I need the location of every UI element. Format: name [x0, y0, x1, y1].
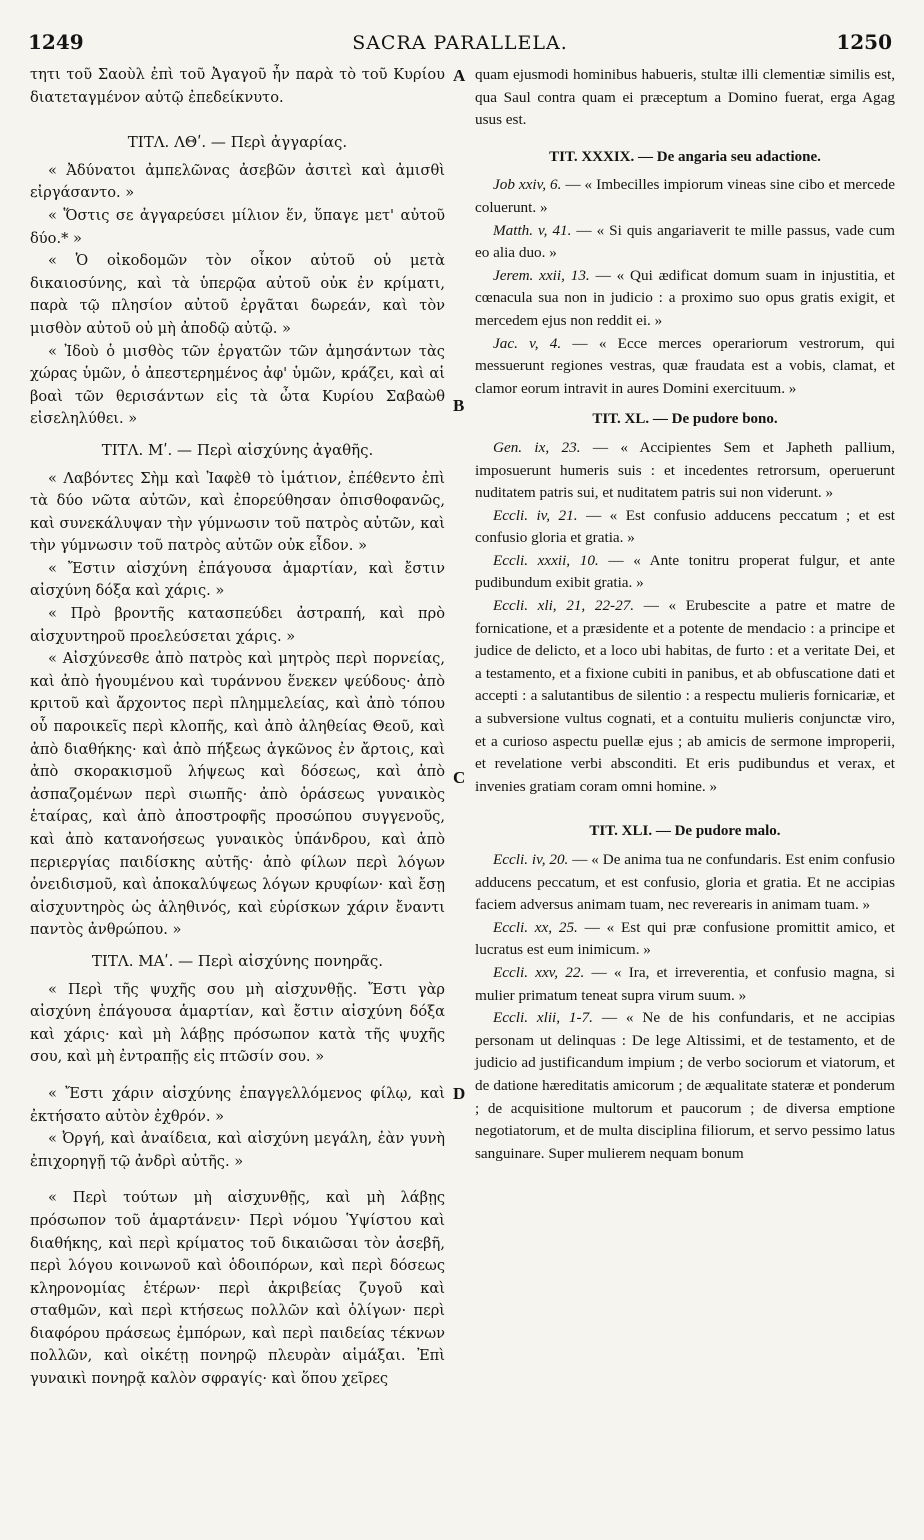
greek-paragraph: « Ἰδοὺ ὁ μισθὸς τῶν ἐργατῶν τῶν ἀμησάντων τὰς χώρας ὑμῶν, ὁ ἀπεστερημένος ἀφ' ὑμῶν, κράζει, καὶ αἱ βοαὶ τῶν θερισάντων εἰς τὰ ὦτα Κυρίου Σαβαὼθ εἰσεληλύθει. »	[30, 342, 445, 428]
scripture-reference: Matth. v, 41.	[493, 221, 572, 239]
latin-column	[475, 64, 895, 1165]
scripture-reference: Eccli. iv, 20.	[493, 851, 569, 868]
greek-paragraph: « Περὶ τῆς ψυχῆς σου μὴ αἰσχυνθῇς. Ἔστι γὰρ αἰσχύνη ἐπάγουσα ἁμαρτίαν, καὶ ἔστιν αἰσχύνη δόξα καὶ χάρις· καὶ μὴ λάβῃς πρόσωπον κατὰ τῆς ψυχῆς σου, καὶ μὴ ἐντραπῇς εἰς πτῶσίν σου. »	[30, 980, 445, 1066]
scripture-reference: Job xxiv, 6.	[493, 176, 562, 194]
greek-paragraph: « Ἔστιν αἰσχύνη ἐπάγουσα ἁμαρτίαν, καὶ ἔστιν αἰσχύνη δόξα καὶ χάρις. »	[30, 559, 445, 600]
greek-paragraph: τητι τοῦ Σαοὺλ ἐπὶ τοῦ Ἀγαγοῦ ἦν παρὰ τὸ τοῦ Κυρίου διατεταγμένον αὐτῷ ἐπεδείκνυτο.	[30, 66, 445, 106]
margin-letter-c: C	[453, 768, 466, 787]
latin-text: — « Si quis angariaverit te mille passus, vade cum eo alia duo. »	[475, 221, 895, 262]
latin-text: — « Est qui præ confusione promittit amico, et lucratus est eum inimicum. »	[475, 918, 895, 959]
greek-paragraph: « Περὶ τούτων μὴ αἰσχυνθῇς, καὶ μὴ λάβῃς πρόσωπον τοῦ ἁμαρτάνειν· Περὶ νόμου Ὑψίστου καὶ διαθήκης, καὶ περὶ κρίματος τοῦ δικαιῶσαι τὸν ἀσεβῆ, περὶ λόγου κοινωνοῦ καὶ ὁδοιπόρων, καὶ περὶ δόσεως κληρονομίας ἑτέρων· περὶ ἀκριβείας ζυγοῦ καὶ σταθμῶν, καὶ περὶ κτήσεως πολλῶν καὶ ὀλίγων· περὶ διαφόρου πράσεως ἐμπόρων, καὶ περὶ παιδείας τέκνων πολλῶν, καὶ οἰκέτῃ πονηρῷ πλευρὰν αἱμάξαι. Ἐπὶ γυναικὶ πονηρᾷ καλὸν σφραγίς· καὶ ὅπου χεῖρες	[30, 1189, 445, 1388]
page-number-right: 1250	[836, 30, 892, 54]
scripture-reference: Eccli. xxxii, 10.	[493, 551, 599, 569]
scripture-reference: Eccli. xx, 25.	[493, 918, 578, 936]
scripture-reference: Eccli. iv, 21.	[493, 506, 578, 524]
latin-text: — « Ira, et irreverentia, et confusio magna, si mulier primatum teneat supra virum suum. »	[475, 963, 896, 1004]
greek-paragraph: « Ὅστις σε ἀγγαρεύσει μίλιον ἕν, ὕπαγε μετ' αὐτοῦ δύο.* »	[30, 206, 445, 247]
latin-text: — « Ecce merces operariorum vestrorum, qui messuerunt regiones vestras, quæ fraudata est a vobis, clamat, et clamor eorum intravit in aures Domini exercituum. »	[475, 334, 895, 397]
latin-text: — « Imbecilles impiorum vineas sine cibo et mercede coluerunt. »	[475, 176, 895, 216]
margin-letter-a: A	[453, 66, 466, 85]
latin-text: — « Ante tonitru properat fulgur, et ante pudibundum exibit gratia. »	[475, 551, 896, 592]
greek-paragraph: « Ὁ οἰκοδομῶν τὸν οἶκον αὐτοῦ οὐ μετὰ δικαιοσύνης, καὶ τὰ ὑπερῷα αὐτοῦ οὐκ ἐν κρίματι, παρὰ τῷ πλησίον αὐτοῦ ἐργᾶται δωρεάν, καὶ τὸν μισθὸν αὐτοῦ οὐ μὴ ἀποδῷ αὐτῷ. »	[30, 252, 445, 337]
margin-letter-b: B	[453, 396, 465, 415]
scripture-reference: Eccli. xxv, 22.	[493, 963, 585, 981]
greek-paragraph: « Πρὸ βροντῆς κατασπεύδει ἀστραπή, καὶ πρὸ αἰσχυντηροῦ προελεύσεται χάρις. »	[30, 605, 445, 645]
latin-section-title: TIT. XLI. — De pudore malo.	[589, 823, 781, 840]
scripture-reference: Gen. ix, 23.	[493, 438, 581, 456]
greek-column	[30, 64, 445, 1391]
latin-text: — « De anima tua ne confundaris. Est enim confusio adducens peccatum, et est confusio, gloria et gratia. Et ne accipias faciem adversus animam tuam, nec reverearis in animam tuam. »	[475, 851, 896, 914]
latin-text: — « Erubescite a patre et matre de fornicatione, et a præsidente et a potente de mendacio : a principe et judice de delicto, et a loco ubi habitas, de furto : et a veritate Dei, et a testamento, et a fixione cubiti in panibus, et ab obfuscatione dati et accepti : a salutantibus de silentio : a respectu mulieris fornicariæ, et a subversione vultus cognati, et a contuitu mulieris conjunctæ viro, et a curioso aspectu puellæ ejus ; ab amicis de sermone improperii, et revelatione verbi absconditi. Et eris pudibundus et verax, et invenies gratiam coram omni homine. »	[475, 597, 896, 795]
greek-paragraph: « Αἰσχύνεσθε ἀπὸ πατρὸς καὶ μητρὸς περὶ πορνείας, καὶ ἀπὸ ἡγουμένου καὶ τυράννου ἕνεκεν ψεύδους· ἀπὸ κριτοῦ καὶ ἄρχοντος περὶ πλημμελείας, καὶ ἀπὸ τόπου οὗ παροικεῖς περὶ κλοπῆς, καὶ ἀπὸ ἀληθείας Θεοῦ, καὶ ἀπὸ διαθήκης· καὶ ἀπὸ πήξεως ἀγκῶνος ἐν ἄρτοις, καὶ ἀπὸ σκορακισμοῦ λήψεως καὶ δόσεως, καὶ ἀπὸ ἀσπαζομένων περὶ σιωπῆς· ἀπὸ ὁράσεως γυναικὸς ἑταίρας, καὶ ἀπὸ ἀποστροφῆς προσώπου συγγενοῦς, καὶ ἀπὸ κατανοήσεως γυναικὸς ὑπάνδρου, καὶ ἀπὸ περιεργίας παιδίσκης αὐτῆς· ἀπὸ φίλων περὶ λόγων ὀνειδισμοῦ, καὶ ἀποκαλύψεως λόγων κρυφίων· καὶ ἔσῃ αἰσχυντηρὸς ὡς ἀληθινός, καὶ εὑρίσκων χάριν ἔναντι παντὸς ἀνθρώπου. »	[30, 650, 445, 939]
greek-section-title: ΤΙΤΛ. ΜΑʹ. — Περὶ αἰσχύνης πονηρᾶς.	[91, 951, 384, 970]
margin-letter-d: D	[453, 1084, 466, 1103]
running-title: SACRA PARALLELA.	[352, 32, 568, 54]
latin-section-title: TIT. XL. — De pudore bono.	[592, 411, 778, 428]
page-number-left: 1249	[28, 30, 84, 54]
greek-section-title: ΤΙΤΛ. ΛΘʹ. — Περὶ ἀγγαρίας.	[127, 133, 348, 152]
latin-section-title: TIT. XXXIX. — De angaria seu adactione.	[549, 148, 821, 165]
greek-paragraph: « Λαβόντες Σὴμ καὶ Ἰαφὲθ τὸ ἱμάτιον, ἐπέθεντο ἐπὶ τὰ δύο νῶτα αὐτῶν, καὶ ἐπορεύθησαν ὀπισθοφανῶς, καὶ συνεκάλυψαν τὴν γύμνωσιν τοῦ πατρὸς αὐτῶν, καὶ τὴν γύμνωσιν τοῦ πατρὸς αὐτῶν οὐκ εἶδον. »	[30, 469, 445, 555]
scripture-reference: Eccli. xli, 21, 22-27.	[493, 597, 635, 615]
greek-section-title: ΤΙΤΛ. Μʹ. — Περὶ αἰσχύνης ἀγαθῆς.	[101, 440, 374, 459]
scripture-reference: Jerem. xxii, 13.	[493, 266, 590, 284]
scripture-reference: Eccli. xlii, 1-7.	[493, 1009, 593, 1027]
latin-text: — « Ne de his confundaris, et ne accipias personam ut delinquas : De lege Altissimi, et de testamento, et de judicio ad justificandum impium ; de verbo sociorum et viatorum, et de datione hæreditatis amicorum ; de æqualitate stateræ et ponderum ; de acquisitione multorum et paucorum ; de diversa emptione negotiatorum, et de multa disciplina filiorum, et servo pessimo latus sanguinare. Super mulierem nequam bonum	[475, 1009, 896, 1162]
greek-paragraph: « Ἔστι χάριν αἰσχύνης ἐπαγγελλόμενος φίλῳ, καὶ ἐκτήσατο αὐτὸν ἐχθρόν. »	[30, 1084, 445, 1125]
scripture-reference: Jac. v, 4.	[493, 334, 562, 352]
latin-text: — « Qui ædificat domum suam in injustitia, et cœnacula sua non in judicio : a proximo suo opus gratis exigit, et mercedem ejus non reddit ei. »	[475, 266, 895, 329]
latin-paragraph: quam ejusmodi hominibus habueris, stultæ illi clementiæ similis est, qua Saul contra quam ei præceptum a Domino fuerat, erga Agag usus est.	[475, 66, 895, 129]
latin-text: — « Est confusio adducens peccatum ; et est confusio gloria et gratia. »	[475, 506, 895, 547]
latin-text: — « Accipientes Sem et Japheth pallium, imposuerunt humeris suis : et incedentes retrorsum, operuerunt nuditatem patris sui, et nuditatem patris sui non viderunt. »	[475, 438, 896, 502]
greek-paragraph: « Ἀδύνατοι ἀμπελῶνας ἀσεβῶν ἀσιτεὶ καὶ ἀμισθὶ εἰργάσαντο. »	[30, 161, 445, 202]
greek-paragraph: « Ὀργή, καὶ ἀναίδεια, καὶ αἰσχύνη μεγάλη, ἐὰν γυνὴ ἐπιχορηγῇ τῷ ἀνδρὶ αὐτῆς. »	[30, 1130, 445, 1170]
